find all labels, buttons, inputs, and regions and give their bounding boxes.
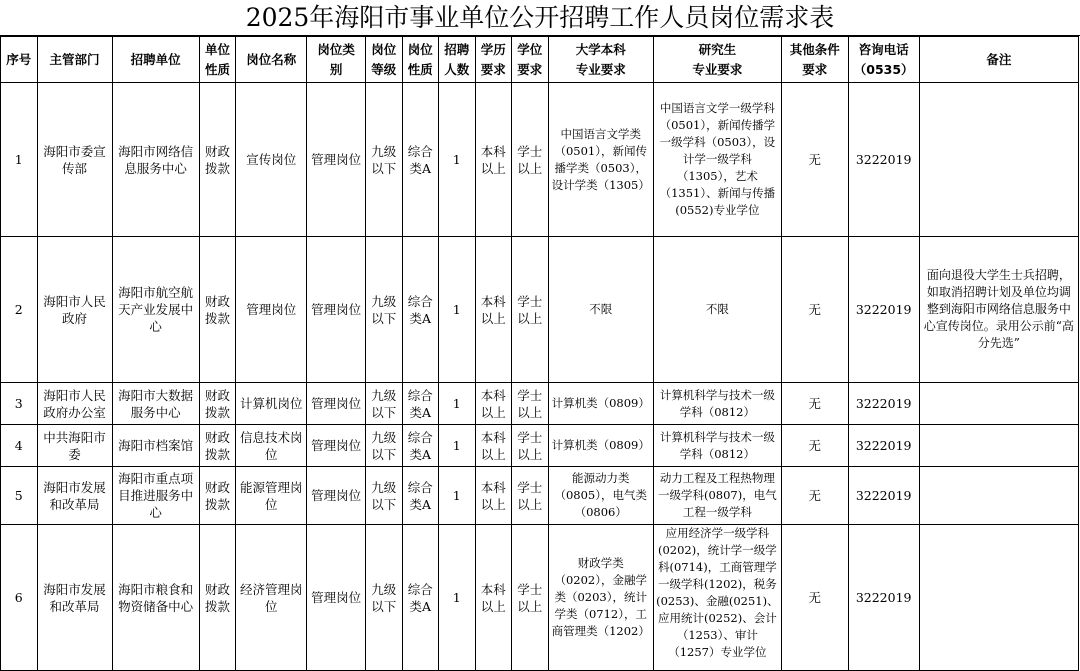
cell-unit[interactable]: 海阳市档案馆 (112, 425, 199, 467)
cell-count[interactable]: 1 (439, 383, 476, 425)
cell-undergrad-major[interactable]: 计算机类（0809） (548, 425, 653, 467)
cell-dept[interactable]: 海阳市委宣传部 (37, 83, 112, 237)
cell-undergrad-major[interactable]: 计算机类（0809） (548, 383, 653, 425)
header-remark: 备注 (919, 37, 1078, 83)
header-post-level: 岗位 等级 (366, 37, 403, 83)
cell-no[interactable]: 2 (1, 237, 38, 383)
cell-other-conditions[interactable]: 无 (781, 83, 848, 237)
cell-remark[interactable]: 面向退役大学生士兵招聘，如取消招聘计划及单位均调整到海阳市网络信息服务中心宣传岗位。录用公示前“高分先选” (919, 237, 1078, 383)
cell-no[interactable]: 3 (1, 383, 38, 425)
cell-post-category[interactable]: 管理岗位 (307, 525, 366, 671)
cell-post-nature[interactable]: 综合类A (402, 83, 439, 237)
cell-other-conditions[interactable]: 无 (781, 525, 848, 671)
header-other-conditions: 其他条件 要求 (781, 37, 848, 83)
cell-phone[interactable]: 3222019 (848, 525, 919, 671)
cell-dept[interactable]: 中共海阳市委 (37, 425, 112, 467)
cell-unit[interactable]: 海阳市网络信息服务中心 (112, 83, 199, 237)
cell-degree[interactable]: 学士以上 (512, 383, 549, 425)
cell-remark[interactable] (919, 425, 1078, 467)
cell-count[interactable]: 1 (439, 237, 476, 383)
cell-undergrad-major[interactable]: 财政学类（0202），金融学类（0203），统计学类（0712），工商管理类（1202） (548, 525, 653, 671)
cell-graduate-major-text: 应用经济学一级学科(0202)，统计学一级学科(0714)，工商管理学一级学科(1202)，税务(0253)、金融(0251)、应用统计(0252)、会计（1253）、审计（1257）专业学位 (656, 526, 779, 659)
cell-no[interactable]: 1 (1, 83, 38, 237)
cell-unit-nature[interactable]: 财政拨款 (199, 83, 236, 237)
table-row (1, 383, 1079, 425)
header-post-nature: 岗位 性质 (402, 37, 439, 83)
cell-phone[interactable]: 3222019 (848, 83, 919, 237)
cell-post-level[interactable]: 九级以下 (366, 383, 403, 425)
header-dept: 主管部门 (37, 37, 112, 83)
cell-remark[interactable] (919, 525, 1078, 671)
cell-unit-nature[interactable]: 财政拨款 (199, 425, 236, 467)
cell-degree[interactable]: 学士以上 (512, 83, 549, 237)
cell-post-name[interactable]: 经济管理岗位 (236, 525, 307, 671)
table-row (1, 525, 1079, 671)
cell-undergrad-major[interactable]: 中国语言文学类（0501），新闻传播学类（0503），设计学类（1305） (548, 83, 653, 237)
cell-post-name[interactable]: 宣传岗位 (236, 83, 307, 237)
header-count: 招聘 人数 (439, 37, 476, 83)
cell-unit-nature[interactable]: 财政拨款 (199, 383, 236, 425)
cell-post-nature[interactable]: 综合类A (402, 237, 439, 383)
cell-post-nature[interactable]: 综合类A (402, 383, 439, 425)
cell-graduate-major[interactable] (653, 83, 781, 237)
cell-no[interactable]: 5 (1, 467, 38, 525)
header-unit: 招聘单位 (112, 37, 199, 83)
table-row (1, 467, 1079, 525)
cell-graduate-major[interactable]: 不限 (653, 237, 781, 383)
cell-post-level[interactable]: 九级以下 (366, 237, 403, 383)
cell-no[interactable]: 6 (1, 525, 38, 671)
cell-graduate-major[interactable]: 动力工程及工程热物理一级学科(0807)，电气工程一级学科 (653, 467, 781, 525)
cell-no[interactable]: 4 (1, 425, 38, 467)
table-row (1, 83, 1079, 237)
cell-post-nature[interactable]: 综合类A (402, 425, 439, 467)
header-education: 学历 要求 (475, 37, 512, 83)
cell-dept[interactable]: 海阳市人民政府办公室 (37, 383, 112, 425)
cell-graduate-major[interactable]: 计算机科学与技术一级学科（0812） (653, 425, 781, 467)
cell-education[interactable]: 本科以上 (475, 467, 512, 525)
cell-post-name[interactable]: 信息技术岗位 (236, 425, 307, 467)
header-phone: 咨询电话 （0535） (848, 37, 919, 83)
cell-post-name[interactable]: 管理岗位 (236, 237, 307, 383)
cell-unit[interactable]: 海阳市航空航天产业发展中心 (112, 237, 199, 383)
cell-unit[interactable]: 海阳市粮食和物资储备中心 (112, 525, 199, 671)
cell-degree[interactable]: 学士以上 (512, 467, 549, 525)
cell-phone[interactable]: 3222019 (848, 425, 919, 467)
cell-phone[interactable]: 3222019 (848, 383, 919, 425)
cell-graduate-major-text: 中国语言文学一级学科（0501），新闻传播学一级学科（0503），设计学一级学科（1305），艺术（1351）、新闻与传播(0552)专业学位 (659, 101, 776, 217)
table-row (1, 425, 1079, 467)
cell-education[interactable]: 本科以上 (475, 425, 512, 467)
cell-other-conditions[interactable]: 无 (781, 383, 848, 425)
cell-graduate-major[interactable]: 计算机科学与技术一级学科（0812） (653, 383, 781, 425)
cell-post-level[interactable]: 九级以下 (366, 425, 403, 467)
cell-post-level[interactable]: 九级以下 (366, 525, 403, 671)
cell-other-conditions[interactable]: 无 (781, 237, 848, 383)
header-no: 序号 (1, 37, 38, 83)
cell-count[interactable]: 1 (439, 83, 476, 237)
header-post-category: 岗位类 别 (307, 37, 366, 83)
header-row (1, 37, 1079, 83)
cell-post-category[interactable]: 管理岗位 (307, 383, 366, 425)
job-requirements-table (0, 36, 1079, 671)
cell-other-conditions[interactable]: 无 (781, 467, 848, 525)
cell-unit-nature[interactable]: 财政拨款 (199, 525, 236, 671)
cell-undergrad-major[interactable]: 能源动力类（0805），电气类（0806） (548, 467, 653, 525)
cell-degree[interactable]: 学士以上 (512, 425, 549, 467)
cell-post-level[interactable]: 九级以下 (366, 467, 403, 525)
cell-education[interactable]: 本科以上 (475, 383, 512, 425)
cell-graduate-major[interactable] (653, 525, 781, 671)
cell-degree[interactable]: 学士以上 (512, 525, 549, 671)
cell-remark[interactable] (919, 83, 1078, 237)
cell-count[interactable]: 1 (439, 525, 476, 671)
cell-degree[interactable]: 学士以上 (512, 237, 549, 383)
cell-post-category[interactable]: 管理岗位 (307, 425, 366, 467)
cell-dept[interactable]: 海阳市发展和改革局 (37, 525, 112, 671)
cell-unit[interactable]: 海阳市重点项目推进服务中心 (112, 467, 199, 525)
cell-post-name[interactable]: 能源管理岗位 (236, 467, 307, 525)
table-row (1, 237, 1079, 383)
cell-dept[interactable]: 海阳市发展和改革局 (37, 467, 112, 525)
page-title: 2025年海阳市事业单位公开招聘工作人员岗位需求表 (0, 0, 1080, 36)
cell-post-level[interactable]: 九级以下 (366, 83, 403, 237)
cell-unit-nature[interactable]: 财政拨款 (199, 467, 236, 525)
cell-phone[interactable]: 3222019 (848, 467, 919, 525)
cell-unit-nature[interactable]: 财政拨款 (199, 237, 236, 383)
header-undergrad-major: 大学本科 专业要求 (548, 37, 653, 83)
cell-post-name[interactable]: 计算机岗位 (236, 383, 307, 425)
cell-other-conditions[interactable]: 无 (781, 425, 848, 467)
header-unit-nature: 单位 性质 (199, 37, 236, 83)
header-post-name: 岗位名称 (236, 37, 307, 83)
cell-post-nature[interactable]: 综合类A (402, 525, 439, 671)
header-degree: 学位 要求 (512, 37, 549, 83)
cell-remark[interactable] (919, 383, 1078, 425)
cell-post-category[interactable]: 管理岗位 (307, 83, 366, 237)
cell-undergrad-major[interactable]: 不限 (548, 237, 653, 383)
cell-education[interactable]: 本科以上 (475, 237, 512, 383)
cell-remark[interactable] (919, 467, 1078, 525)
cell-post-category[interactable]: 管理岗位 (307, 467, 366, 525)
cell-post-nature[interactable]: 综合类A (402, 467, 439, 525)
cell-count[interactable]: 1 (439, 467, 476, 525)
cell-education[interactable]: 本科以上 (475, 83, 512, 237)
cell-education[interactable]: 本科以上 (475, 525, 512, 671)
cell-dept[interactable]: 海阳市人民政府 (37, 237, 112, 383)
cell-unit[interactable]: 海阳市大数据服务中心 (112, 383, 199, 425)
cell-post-category[interactable]: 管理岗位 (307, 237, 366, 383)
cell-count[interactable]: 1 (439, 425, 476, 467)
cell-phone[interactable]: 3222019 (848, 237, 919, 383)
header-graduate-major: 研究生 专业要求 (653, 37, 781, 83)
